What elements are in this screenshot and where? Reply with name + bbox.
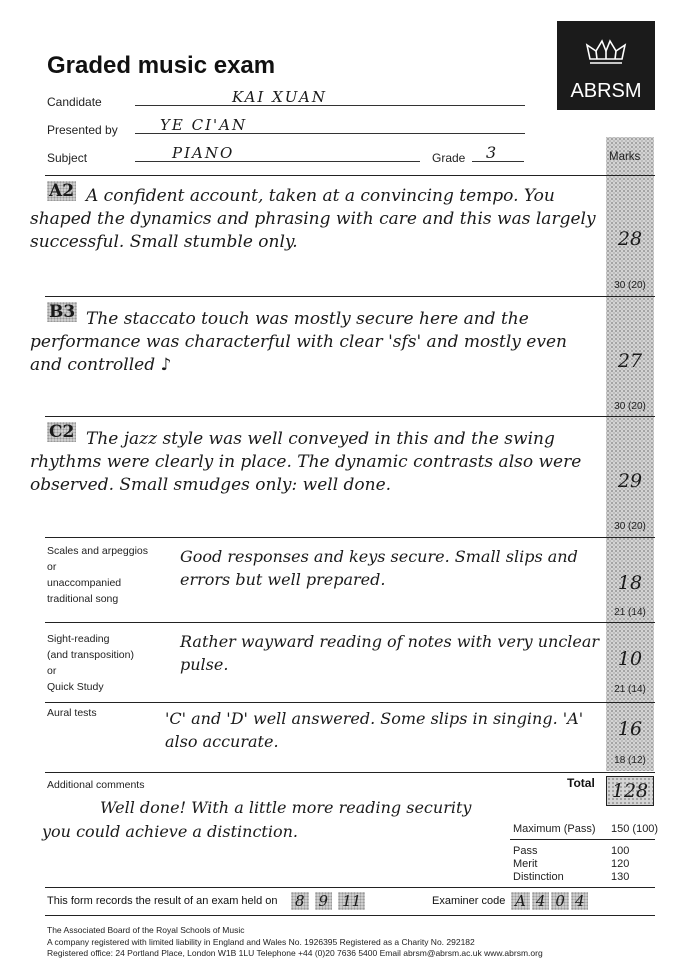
piece-mark: 27	[617, 350, 643, 372]
presented-label: Presented by	[47, 123, 118, 137]
piece-mark: 29	[617, 470, 643, 492]
additional-comment: Well done! With a little more reading security you could achieve a distinction.	[42, 798, 472, 841]
candidate-line	[135, 105, 525, 106]
piece-max: 30 (20)	[614, 401, 646, 412]
table-divider	[510, 839, 655, 840]
result-label: Merit	[513, 858, 538, 870]
result-label: Pass	[513, 845, 538, 857]
total-label: Total	[567, 776, 595, 790]
examiner-code: A 4 0 4	[511, 892, 590, 910]
examiner-label: Examiner code	[432, 895, 506, 907]
test-comment: 'C' and 'D' well answered. Some slips in singing. 'A' also accurate.	[165, 709, 584, 751]
divider	[45, 702, 655, 703]
exam-record-text: This form records the result of an exam held on	[47, 895, 278, 907]
divider	[45, 175, 655, 176]
piece-mark: 28	[617, 228, 643, 250]
footer: The Associated Board of the Royal Schools of Music A company registered with limited liability in England and Wales No. 1926395 Registered as a Charity No. 292182 Registered office: 24 Portland Place, London W1B 1LU Telephone +44 (0)20 7636 5400 Email abrsm@abrsm.ac.uk www.abrsm.org	[47, 925, 543, 958]
test-max: 21 (14)	[614, 607, 646, 618]
test-mark: 16	[617, 718, 643, 740]
subject-label: Subject	[47, 151, 88, 165]
divider	[45, 915, 655, 916]
piece-code: C2	[49, 422, 75, 442]
test-comment: Rather wayward reading of notes with very unclear pulse.	[180, 632, 600, 674]
candidate-label: Candidate	[47, 95, 102, 109]
piece-comment: A confident account, taken at a convincing tempo. You shaped the dynamics and phrasing with care and this was largely successful. Small stumble only.	[30, 186, 596, 252]
total-value: 128	[606, 776, 654, 806]
result-value: 130	[611, 871, 630, 883]
piece-comment: The jazz style was well conveyed in this and the swing rhythms were clearly in place. The dynamic contrasts also were observed. Small smudges only: well done.	[30, 429, 582, 495]
abrsm-logo	[557, 21, 655, 110]
max-pass-label: Maximum (Pass)	[513, 823, 596, 835]
divider	[45, 296, 655, 297]
crown-icon	[557, 29, 655, 79]
divider	[45, 537, 655, 538]
divider	[45, 772, 655, 773]
divider	[45, 416, 655, 417]
test-mark: 10	[617, 648, 643, 670]
page-title: Graded music exam	[47, 52, 276, 79]
test-mark: 18	[617, 572, 643, 594]
candidate-name: KAI XUAN	[232, 88, 327, 106]
piece-code: B3	[49, 302, 76, 322]
presented-name: YE CI'AN	[160, 116, 248, 134]
piece-max: 30 (20)	[614, 521, 646, 532]
piece-code: A2	[49, 181, 75, 201]
piece-comment: The staccato touch was mostly secure here and the performance was characterful with clear 'sfs' and mostly even and controlled ♪	[30, 309, 567, 375]
test-max: 18 (12)	[614, 755, 646, 766]
test-label: Aural tests	[47, 707, 97, 719]
test-label: Sight-reading (and transposition) or Quick Study	[47, 633, 134, 693]
divider	[45, 887, 655, 888]
result-label: Distinction	[513, 871, 564, 883]
result-value: 120	[611, 858, 630, 870]
additional-label: Additional comments	[47, 779, 145, 791]
logo-text: ABRSM	[570, 80, 642, 102]
grade-line	[472, 161, 524, 162]
test-max: 21 (14)	[614, 684, 646, 695]
exam-date: 8 9 11	[291, 892, 371, 910]
divider	[45, 622, 655, 623]
test-label: Scales and arpeggios or unaccompanied traditional song	[47, 545, 148, 605]
test-comment: Good responses and keys secure. Small slips and errors but well prepared.	[180, 547, 578, 589]
result-value: 100	[611, 845, 630, 857]
subject-value: PIANO	[172, 144, 235, 162]
max-pass-value: 150 (100)	[611, 823, 659, 835]
grade-value: 3	[486, 143, 497, 162]
piece-max: 30 (20)	[614, 280, 646, 291]
grade-label: Grade	[432, 151, 466, 165]
marks-label: Marks	[609, 151, 641, 163]
